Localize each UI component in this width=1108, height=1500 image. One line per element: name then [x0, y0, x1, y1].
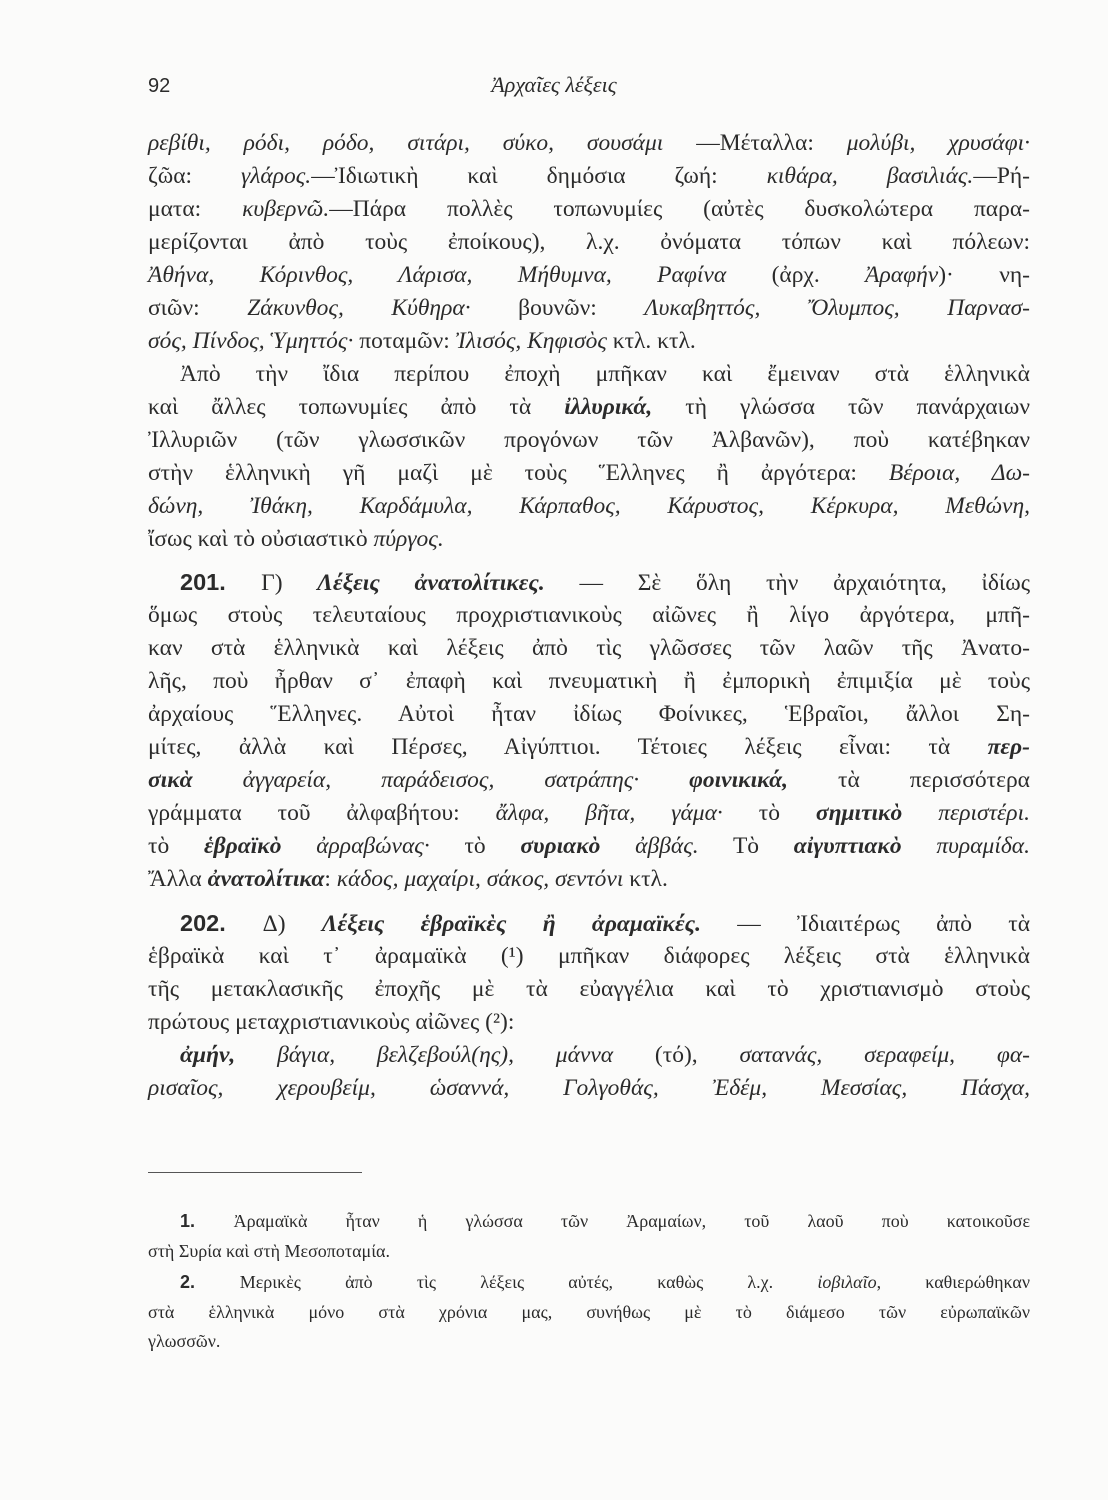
text-segment: Μερικὲς ἀπὸ τὶς λέξεις αὐτές, καθὼς λ.χ. [239, 1272, 818, 1292]
text-line [148, 633, 1030, 663]
text-segment: — Ἰδιαιτέρως ἀπὸ τὰ [700, 911, 1031, 937]
text-segment: σικὰ [148, 767, 193, 793]
text-segment: ἑβραϊκὸ [203, 833, 282, 859]
text-segment: τὰ περισσότερα [788, 767, 1030, 793]
text-segment: καὶ ἄλλες τοπωνυμίες ἀπὸ τὰ [148, 394, 565, 420]
text-line [148, 326, 1030, 356]
text-segment: Ἀραφήν [865, 262, 939, 288]
text-segment: Ζάκυνθος, Κύθηρα· [247, 295, 471, 321]
text-segment: γλάρος. [240, 163, 312, 189]
text-segment: ἀρχαίους Ἕλληνες. Αὐτοὶ ἦταν ἰδίως Φοίνικες, Ἑβραῖοι, ἄλλοι Ση- [148, 701, 1030, 727]
text-segment: Λέξεις ἀνατολίτικες. [317, 570, 545, 596]
text-line [148, 194, 1030, 224]
text-segment: , καθιερώθηκαν [876, 1272, 1031, 1292]
text-segment: τῆς μετακλασικῆς ἐποχῆς μὲ τὰ εὐαγγέλια καὶ τὸ χριστιανισμὸ στοὺς [148, 976, 1030, 1002]
text-segment: βουνῶν: [470, 295, 645, 321]
text-segment: ἀββάς. [600, 833, 699, 859]
text-segment: πύργος. [373, 526, 444, 552]
text-segment: στὴ Συρία καὶ στὴ Μεσοποταμία. [148, 1241, 390, 1261]
text-line [148, 425, 1030, 455]
text-segment: σατανάς, σεραφείμ, φα- [739, 1042, 1030, 1068]
text-segment: τὴ γλώσσα τῶν πανάρχαιων [652, 394, 1030, 420]
text-line [148, 227, 1030, 257]
text-segment: Τὸ [698, 833, 794, 859]
text-segment: ἀγγαρεία, παράδεισος, σατράπης· [192, 767, 640, 793]
text-segment: στὰ ἑλληνικὰ μόνο στὰ χρόνια μας, συνήθως μὲ τὸ διάμεσο τῶν εὐρωπαϊκῶν [148, 1302, 1030, 1322]
text-line [148, 864, 1030, 894]
text-line [180, 908, 1030, 939]
text-segment: συριακὸ [520, 833, 601, 859]
text-line [148, 941, 1030, 971]
text-segment: Λυκαβηττός, Ὄλυμπος, Παρνασ- [644, 295, 1030, 321]
text-line [148, 524, 1030, 554]
text-segment: — Σὲ ὅλη τὴν ἀρχαιότητα, ἰδίως [544, 570, 1030, 596]
text-segment: κιθάρα, βασιλιάς. [766, 163, 974, 189]
footnote-rule [148, 1172, 362, 1173]
text-segment: —Ἰδιωτικὴ καὶ δημόσια ζωή: [311, 163, 767, 189]
text-segment: )· νη- [938, 262, 1030, 288]
text-line [148, 260, 1030, 290]
text-segment: Ἰλλυριῶν (τῶν γλωσσικῶν προγόνων τῶν Ἀλβανῶν), ποὺ κατέβηκαν [148, 427, 1030, 453]
text-line [180, 567, 1030, 598]
text-line [148, 293, 1030, 323]
text-segment: περ- [987, 734, 1030, 760]
text-segment: 1. [180, 1211, 234, 1231]
footnote-line [148, 1300, 1030, 1324]
text-segment: —Μέταλλα: [663, 130, 847, 156]
text-segment: ρεβίθι, ρόδι, ρόδο, σιτάρι, σύκο, σουσάμι [148, 130, 664, 156]
text-segment: (ἀρχ. [726, 262, 866, 288]
text-segment: σός, Πίνδος, Ὑμηττός· [148, 328, 354, 354]
text-segment: τὸ [148, 833, 204, 859]
text-segment: γράμματα τοῦ ἀλφαβήτου: [148, 800, 496, 826]
text-segment: ἴσως καὶ τὸ οὐσιαστικὸ [148, 526, 374, 552]
text-segment: ἄλφα, βῆτα, γάμα· [495, 800, 723, 826]
text-line [148, 600, 1030, 630]
text-line [148, 798, 1030, 828]
footnote-line [148, 1239, 1030, 1263]
text-segment: πρώτους μεταχριστιανικοὺς αἰῶνες (²): [148, 1009, 515, 1035]
text-segment: : [324, 866, 337, 892]
text-segment: Βέροια, Δω- [888, 460, 1030, 486]
text-segment: ἀνατολίτικα [207, 866, 325, 892]
text-segment: καν στὰ ἑλληνικὰ καὶ λέξεις ἀπὸ τὶς γλῶσσες τῶν λαῶν τῆς Ἀνατο- [148, 635, 1030, 661]
text-line [148, 458, 1030, 488]
text-segment: ἑβραϊκὰ καὶ τ᾽ ἀραμαϊκὰ (¹) μπῆκαν διάφορες λέξεις στὰ ἑλληνικὰ [148, 943, 1030, 969]
text-segment: ρισαῖος, χερουβείμ, ὡσαννά, Γολγοθάς, Ἐδέμ, Μεσσίας, Πάσχα, [148, 1075, 1030, 1101]
text-segment: περιστέρι. [902, 800, 1030, 826]
text-line [180, 359, 1030, 389]
text-segment: Ἰλισός, Κηφισὸς [455, 328, 607, 354]
text-segment: (τό), [613, 1042, 740, 1068]
text-line [148, 161, 1030, 191]
text-segment: ματα: [148, 196, 243, 222]
footnote-line [180, 1270, 1030, 1294]
text-line [148, 666, 1030, 696]
text-line [148, 765, 1030, 795]
text-line [148, 974, 1030, 1004]
text-segment: μερίζονται ἀπὸ τοὺς ἐποίκους), λ.χ. ὀνόματα τόπων καὶ πόλεων: [148, 229, 1030, 255]
text-segment: κτλ. κτλ. [606, 328, 696, 354]
text-segment: 2. [180, 1272, 240, 1292]
text-segment: αἰγυπτιακὸ [793, 833, 902, 859]
text-segment: μολύβι, χρυσάφι· [846, 130, 1030, 156]
text-segment: ὅμως στοὺς τελευταίους προχριστιανικοὺς αἰῶνες ἢ λίγο ἀργότερα, μπῆ- [148, 602, 1030, 628]
text-segment: βάγια, βελζεβούλ(ης), μάννα [235, 1042, 614, 1068]
running-title: Ἀρχαῖες λέξεις [491, 72, 617, 97]
text-segment: στὴν ἑλληνικὴ γῆ μαζὶ μὲ τοὺς Ἕλληνες ἢ ἀργότερα: [148, 460, 889, 486]
text-segment: κάδος, μαχαίρι, σάκος, σεντόνι [336, 866, 624, 892]
text-segment: —Πάρα πολλὲς τοπωνυμίες (αὐτὲς δυσκολώτερα παρα- [329, 196, 1030, 222]
text-segment: ἀμήν, [180, 1042, 236, 1068]
text-segment: Ἀπὸ τὴν ἴδια περίπου ἐποχὴ μπῆκαν καὶ ἔμειναν στὰ ἑλληνικὰ [180, 361, 1030, 387]
text-line [148, 732, 1030, 762]
text-segment: 202. [180, 910, 263, 936]
footnote-line [180, 1209, 1030, 1233]
text-segment: τὸ [429, 833, 521, 859]
text-segment: σημιτικὸ [815, 800, 903, 826]
text-segment: κτλ. [623, 866, 668, 892]
text-segment: σιῶν: [148, 295, 248, 321]
text-segment: Ἀθήνα, Κόρινθος, Λάρισα, Μήθυμνα, Ραφίνα [148, 262, 727, 288]
text-segment: γλωσσῶν. [148, 1331, 221, 1351]
text-line [148, 491, 1030, 521]
text-segment: Γ) [261, 570, 318, 596]
text-line [180, 1040, 1030, 1070]
text-segment: κυβερνῶ. [242, 196, 330, 222]
text-segment: Ἀραμαϊκὰ ἦταν ἡ γλώσσα τῶν Ἀραμαίων, τοῦ λαοῦ ποὺ κατοικοῦσε [233, 1211, 1031, 1231]
text-segment: —Ρή- [973, 163, 1030, 189]
text-segment: ἀρραβώνας· [281, 833, 430, 859]
text-segment: μίτες, ἀλλὰ καὶ Πέρσες, Αἰγύπτιοι. Τέτοιες λέξεις εἶναι: τὰ [148, 734, 988, 760]
text-segment: 201. [180, 569, 262, 595]
text-segment: δώνη, Ἰθάκη, Καρδάμυλα, Κάρπαθος, Κάρυστος, Κέρκυρα, Μεθώνη, [148, 493, 1030, 519]
footnote-line [148, 1329, 1030, 1353]
text-segment: τὸ [722, 800, 816, 826]
text-segment: ποταμῶν: [353, 328, 456, 354]
page-number: 92 [148, 75, 171, 97]
text-segment: φοινικικά, [639, 767, 788, 793]
text-line [148, 1007, 1030, 1037]
text-segment: Δ) [262, 911, 322, 937]
text-segment: λῆς, ποὺ ἦρθαν σ᾽ ἐπαφὴ καὶ πνευματικὴ ἢ ἐμπορικὴ ἐπιμιξία μὲ τοὺς [148, 668, 1030, 694]
text-segment: Ἄλλα [148, 866, 208, 892]
text-line [148, 128, 1030, 158]
text-line [148, 392, 1030, 422]
text-segment: ἰλλυρικά, [564, 394, 653, 420]
text-line [148, 1073, 1030, 1103]
text-segment: πυραμίδα. [901, 833, 1030, 859]
text-line [148, 831, 1030, 861]
text-line [148, 699, 1030, 729]
text-segment: Λέξεις ἑβραϊκὲς ἢ ἀραμαϊκές. [321, 911, 701, 937]
text-segment: ζῶα: [148, 163, 241, 189]
text-segment: ἰοβιλαῖο [817, 1272, 877, 1292]
